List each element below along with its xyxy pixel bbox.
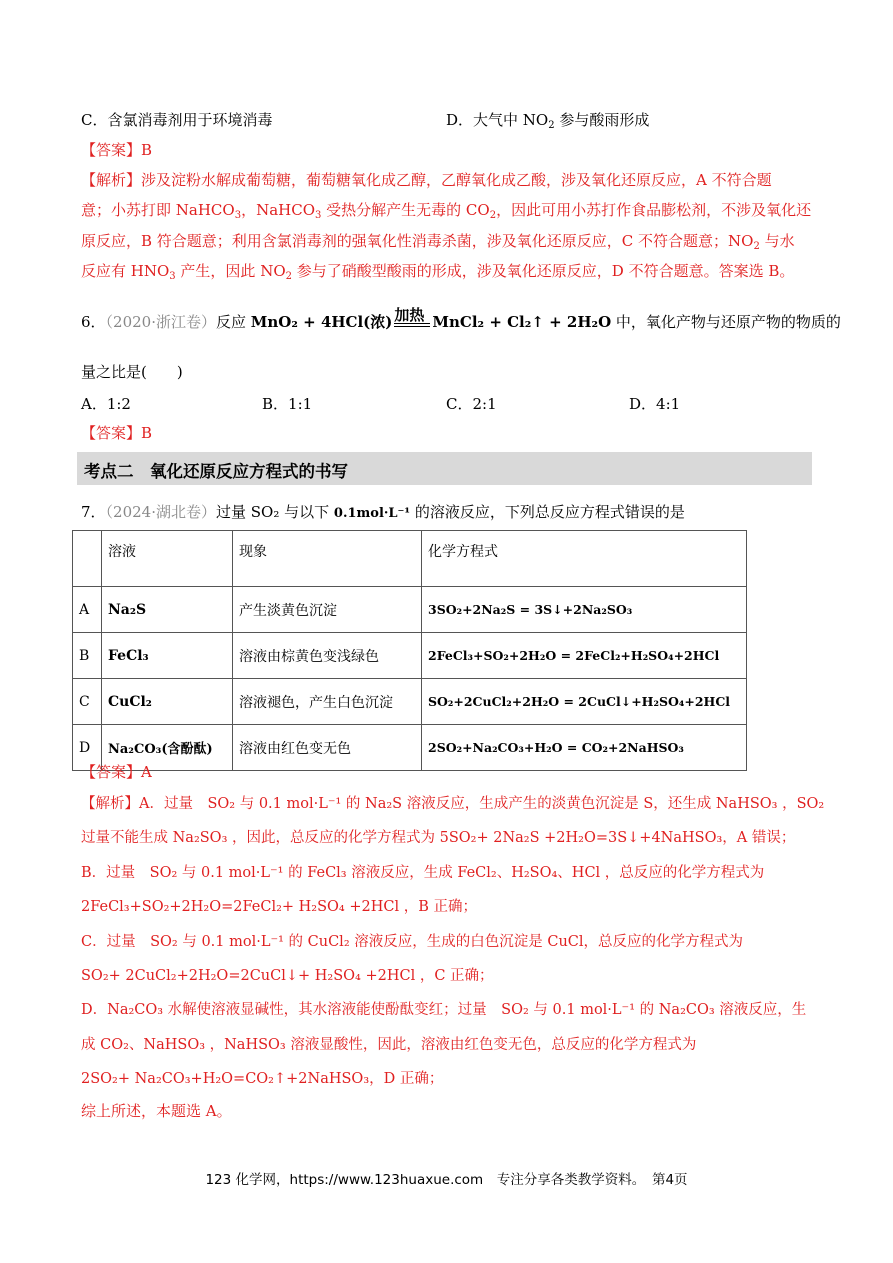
option-d-text-post: 参与酸雨形成	[554, 111, 650, 129]
q6-stem: 6．（2020·浙江卷）反应 MnO₂ + 4HCl(浓) 加热 MnCl₂ + Cl₂↑ + 2H₂O 中，氧化产物与还原产物的物质的	[81, 306, 841, 331]
q6-option-b: B．1:1	[262, 395, 313, 413]
section-heading: 考点二 氧化还原反应方程式的书写	[84, 462, 348, 481]
q7-explanation-d3: 2SO₂+ Na₂CO₃+H₂O=CO₂↑+2NaHSO₃，D 正确；	[81, 1071, 444, 1087]
q7-explanation-b2: 2FeCl₃+SO₂+2H₂O=2FeCl₂+ H₂SO₄ +2HCl ，B 正确；	[81, 899, 477, 915]
q5-explanation-line3: 原反应，B 符合题意；利用含氯消毒剂的强氧化性消毒杀菌，涉及氧化还原反应，C 不符合题意；$NO_2$ 与水	[81, 232, 795, 252]
q6-equation-right: MnCl₂ + Cl₂↑ + 2H₂O	[432, 313, 612, 331]
table-row: A Na₂S 产生淡黄色沉淀 3SO₂+2Na₂S = 3S↓+2Na₂SO₃	[73, 587, 747, 633]
q7-answer: 【答案】A	[81, 763, 152, 781]
q6-option-a: A．1:2	[81, 395, 131, 413]
q5-explanation-line2: 意；小苏打即 NaHCO$_3$，NaHCO$_3$ 受热分解产生无毒的 $CO_2$，因此可用小苏打作食品膨松剂，不涉及氧化还	[81, 201, 812, 221]
q6-number: 6．	[81, 313, 106, 331]
q7-summary: 综上所述，本题选 A。	[81, 1102, 232, 1120]
q6-answer: 【答案】B	[81, 424, 153, 442]
q7-explanation-c2: SO₂+ 2CuCl₂+2H₂O=2CuCl↓+ H₂SO₄ +2HCl ，C 正确；	[81, 968, 494, 984]
q7-explanation-b1: B．过量 SO₂ 与 0.1 mol·L⁻¹ 的 FeCl₃ 溶液反应，生成 FeCl₂、H₂SO₄、HCl ，总反应的化学方程式为	[81, 865, 765, 881]
table-header-row	[73, 531, 747, 587]
q7-stem: 7．（2024·湖北卷）过量 SO₂ 与以下 0.1mol·L⁻¹ 的溶液反应，下列总反应方程式错误的是	[81, 503, 685, 521]
q6-option-c: C．2:1	[446, 395, 497, 413]
page-footer: 123 化学网，https://www.123huaxue.com 专注分享各类教学资料。 第4页	[205, 1172, 688, 1188]
q6-stem-line2: 量之比是( )	[81, 363, 183, 381]
header-solution: 溶液	[102, 531, 233, 587]
q7-explanation-c1: C．过量 SO₂ 与 0.1 mol·L⁻¹ 的 CuCl₂ 溶液反应，生成的白色沉淀是 CuCl，总反应的化学方程式为	[81, 934, 744, 950]
q6-source: （2020·浙江卷）	[105, 313, 216, 331]
q6-condition: 加热	[394, 306, 425, 324]
q5-explanation-line4: 反应有 $HNO_3$ 产生，因此 $NO_2$ 参与了硝酸型酸雨的形成，涉及氧化还原反应，D 不符合题意。答案选 B。	[81, 262, 795, 282]
q7-explanation-a2: 过量不能生成 Na₂SO₃ ，因此，总反应的化学方程式为 5SO₂+ 2Na₂S +2H₂O=3S↓+4NaHSO₃，A 错误；	[81, 830, 796, 846]
option-d	[446, 109, 649, 131]
option-d-sub: 2	[548, 120, 555, 131]
q7-explanation-a1: 【解析】A．过量 SO₂ 与 0.1 mol·L⁻¹ 的 Na₂S 溶液反应，生成产生的淡黄色沉淀是 S，还生成 NaHSO₃ ，SO₂	[81, 796, 825, 812]
q7-explanation-d1: D．Na₂CO₃ 水解使溶液显碱性，其水溶液能使酚酞变红；过量 SO₂ 与 0.1 mol·L⁻¹ 的 Na₂CO₃ 溶液反应，生	[81, 1002, 807, 1018]
q7-explanation-d2: 成 CO₂、NaHSO₃ ，NaHSO₃ 溶液显酸性，因此，溶液由红色变无色，总反应的化学方程式为	[81, 1037, 697, 1053]
table-row: B FeCl₃ 溶液由棕黄色变浅绿色 2FeCl₃+SO₂+2H₂O = 2FeCl₂+H₂SO₄+2HCl	[73, 633, 747, 679]
q5-explanation-line1: 【解析】涉及淀粉水解成葡萄糖，葡萄糖氧化成乙醇，乙醇氧化成乙酸，涉及氧化还原反应，A 不符合题	[81, 171, 772, 189]
option-d-text-pre: D．大气中 NO	[446, 111, 549, 129]
q7-source: （2024·湖北卷）	[105, 503, 216, 521]
header-phenomenon: 现象	[233, 531, 422, 587]
header-equation: 化学方程式	[422, 531, 747, 587]
option-c: C．含氯消毒剂用于环境消毒	[81, 111, 273, 129]
table-row: D Na₂CO₃(含酚酞) 溶液由红色变无色 2SO₂+Na₂CO₃+H₂O = CO₂+2NaHSO₃	[73, 725, 747, 771]
q7-table	[72, 530, 747, 771]
q6-option-d: D．4:1	[629, 395, 681, 413]
table-row: C CuCl₂ 溶液褪色，产生白色沉淀 SO₂+2CuCl₂+2H₂O = 2CuCl↓+H₂SO₄+2HCl	[73, 679, 747, 725]
q5-answer: 【答案】B	[81, 141, 153, 159]
q6-equation-left: MnO₂ + 4HCl(浓)	[250, 313, 393, 331]
